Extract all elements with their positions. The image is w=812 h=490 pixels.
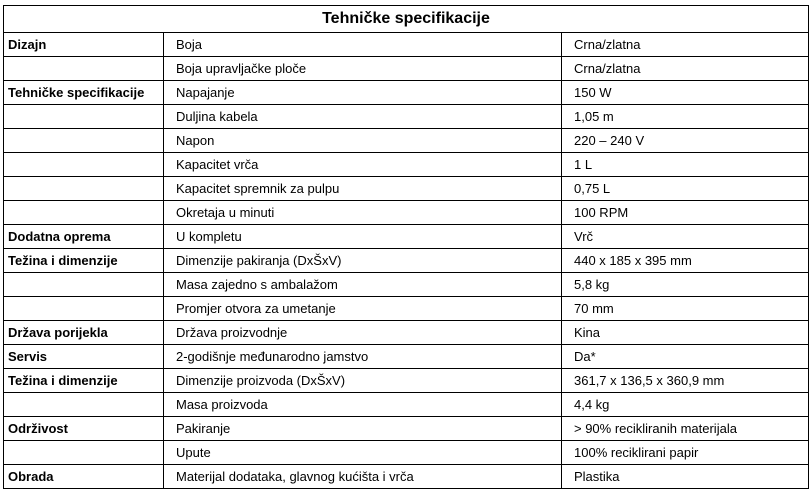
property-cell: Dimenzije pakiranja (DxŠxV) bbox=[164, 249, 562, 273]
property-cell: Kapacitet vrča bbox=[164, 153, 562, 177]
table-row bbox=[4, 225, 809, 249]
property-cell: Okretaja u minuti bbox=[164, 201, 562, 225]
table-row bbox=[4, 369, 809, 393]
property-cell: Upute bbox=[164, 441, 562, 465]
value-cell: > 90% recikliranih materijala bbox=[562, 417, 809, 441]
category-cell bbox=[4, 393, 164, 417]
table-row bbox=[4, 441, 809, 465]
property-cell: Boja bbox=[164, 33, 562, 57]
property-cell: Duljina kabela bbox=[164, 105, 562, 129]
value-cell: 220 – 240 V bbox=[562, 129, 809, 153]
table-row bbox=[4, 201, 809, 225]
table-row bbox=[4, 321, 809, 345]
table-title: Tehničke specifikacije bbox=[4, 6, 809, 33]
value-cell: 100 RPM bbox=[562, 201, 809, 225]
category-cell: Obrada bbox=[4, 465, 164, 489]
value-cell: 100% reciklirani papir bbox=[562, 441, 809, 465]
category-cell bbox=[4, 105, 164, 129]
category-cell bbox=[4, 153, 164, 177]
table-row bbox=[4, 417, 809, 441]
value-cell: 70 mm bbox=[562, 297, 809, 321]
spec-table bbox=[3, 5, 809, 489]
property-cell: Masa zajedno s ambalažom bbox=[164, 273, 562, 297]
category-cell: Težina i dimenzije bbox=[4, 249, 164, 273]
category-cell: Država porijekla bbox=[4, 321, 164, 345]
table-row bbox=[4, 153, 809, 177]
table-row bbox=[4, 129, 809, 153]
property-cell: Boja upravljačke ploče bbox=[164, 57, 562, 81]
category-cell: Dizajn bbox=[4, 33, 164, 57]
property-cell: Napon bbox=[164, 129, 562, 153]
property-cell: Država proizvodnje bbox=[164, 321, 562, 345]
table-row bbox=[4, 249, 809, 273]
title-row bbox=[4, 6, 809, 33]
property-cell: Napajanje bbox=[164, 81, 562, 105]
property-cell: Pakiranje bbox=[164, 417, 562, 441]
category-cell bbox=[4, 201, 164, 225]
table-row bbox=[4, 345, 809, 369]
category-cell bbox=[4, 57, 164, 81]
table-row bbox=[4, 33, 809, 57]
table-body bbox=[4, 33, 809, 489]
value-cell: 5,8 kg bbox=[562, 273, 809, 297]
table-row bbox=[4, 273, 809, 297]
category-cell bbox=[4, 273, 164, 297]
value-cell: 440 x 185 x 395 mm bbox=[562, 249, 809, 273]
value-cell: 1,05 m bbox=[562, 105, 809, 129]
category-cell: Održivost bbox=[4, 417, 164, 441]
category-cell: Tehničke specifikacije bbox=[4, 81, 164, 105]
table-row bbox=[4, 105, 809, 129]
category-cell bbox=[4, 177, 164, 201]
value-cell: 1 L bbox=[562, 153, 809, 177]
property-cell: Kapacitet spremnik za pulpu bbox=[164, 177, 562, 201]
property-cell: 2-godišnje međunarodno jamstvo bbox=[164, 345, 562, 369]
category-cell: Težina i dimenzije bbox=[4, 369, 164, 393]
property-cell: U kompletu bbox=[164, 225, 562, 249]
property-cell: Masa proizvoda bbox=[164, 393, 562, 417]
category-cell bbox=[4, 441, 164, 465]
table-row bbox=[4, 81, 809, 105]
value-cell: Plastika bbox=[562, 465, 809, 489]
value-cell: Crna/zlatna bbox=[562, 57, 809, 81]
property-cell: Promjer otvora za umetanje bbox=[164, 297, 562, 321]
value-cell: 361,7 x 136,5 x 360,9 mm bbox=[562, 369, 809, 393]
category-cell bbox=[4, 297, 164, 321]
category-cell: Dodatna oprema bbox=[4, 225, 164, 249]
value-cell: Kina bbox=[562, 321, 809, 345]
table-row bbox=[4, 297, 809, 321]
category-cell bbox=[4, 129, 164, 153]
value-cell: 4,4 kg bbox=[562, 393, 809, 417]
value-cell: 0,75 L bbox=[562, 177, 809, 201]
value-cell: 150 W bbox=[562, 81, 809, 105]
value-cell: Crna/zlatna bbox=[562, 33, 809, 57]
category-cell: Servis bbox=[4, 345, 164, 369]
property-cell: Materijal dodataka, glavnog kućišta i vrča bbox=[164, 465, 562, 489]
property-cell: Dimenzije proizvoda (DxŠxV) bbox=[164, 369, 562, 393]
table-row bbox=[4, 393, 809, 417]
table-row bbox=[4, 57, 809, 81]
value-cell: Vrč bbox=[562, 225, 809, 249]
table-row bbox=[4, 465, 809, 489]
table-row bbox=[4, 177, 809, 201]
value-cell: Da* bbox=[562, 345, 809, 369]
